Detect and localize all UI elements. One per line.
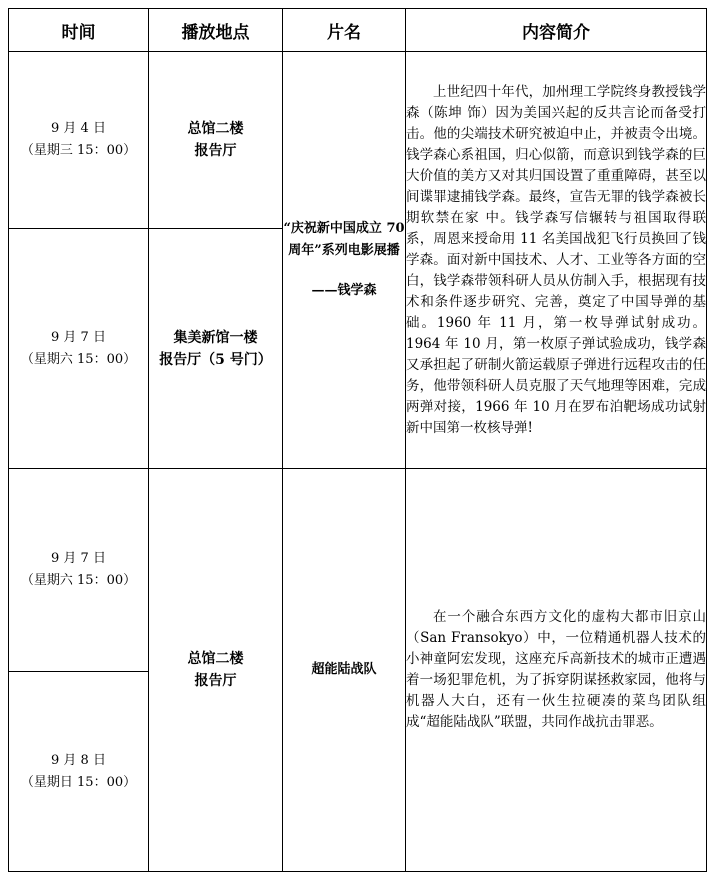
film-cell [283, 469, 406, 872]
synopsis-cell [406, 469, 707, 872]
session-date: 9 月 7 日 [51, 329, 106, 345]
session-date: 9 月 4 日 [51, 121, 106, 136]
header-film: 片名 [283, 9, 406, 52]
table-row [9, 52, 707, 229]
venue-line: 报告厅 [194, 673, 237, 689]
synopsis-text: 在一个融合东西方文化的虚构大都市旧京山（San Fransokyo）中，一位精通机器人技术的小神童阿宏发现，这座充斥高新技术的城市正遭遇着一场犯罪危机，为了拆穿阴谋拯救家园，他将与机器人大白，还有一伙生拉硬凑的菜鸟团队组成“超能陆战队”联盟，共同作战抗击罪恶。 [406, 609, 706, 730]
schedule-page [8, 8, 706, 870]
session-date: 9 月 8 日 [51, 752, 106, 768]
session-weekday-time: （星期六 15：00） [20, 351, 137, 367]
film-title: 超能陆战队 [311, 662, 377, 677]
venue-cell [149, 52, 283, 229]
header-venue: 播放地点 [149, 9, 283, 52]
session-weekday-time: （星期三 15：00） [20, 143, 137, 158]
film-cell [283, 52, 406, 469]
film-series: “庆祝新中国成立 70 周年”系列电影展播 [283, 221, 405, 258]
header-synopsis: 内容简介 [406, 9, 707, 52]
time-cell [9, 672, 149, 872]
header-time: 时间 [9, 9, 149, 52]
header-row [9, 9, 707, 52]
time-cell [9, 52, 149, 229]
venue-cell [149, 229, 283, 469]
table-row [9, 469, 707, 672]
film-title: ——钱学森 [311, 283, 377, 298]
session-date: 9 月 7 日 [51, 551, 106, 566]
synopsis-text: 上世纪四十年代，加州理工学院终身教授钱学森（陈坤 饰）因为美国兴起的反共言论而备受打击。他的尖端技术研究被迫中止，并被责令出境。钱学森心系祖国，归心似箭，而意识到钱学森的巨大价值的美方又对其归国设置了重重障碍，甚至以间谍罪逮捕钱学森。最终，宣告无罪的钱学森被长期软禁在家 中。钱学森写信辗转与祖国取得联系，周恩来授命用 11 名美国战犯飞行员换回了钱学森。面对新中国技术、人才、工业等各方面的空白，钱学森带领科研人员从仿制入手，根据现有技术和条件逐步研究、完善，奠定了中国导弹的基础。1960 年 11 月，第一枚导弹试射成功。1964 年 10 月，第一枚原子弹试验成功，钱学森又承担起了研制火箭运载原子弹进行远程攻击的任务，他带领科研人员克服了天气地理等困难，完成两弹对接，1966 年 10 月在罗布泊靶场成功试射新中国第一枚核导弹! [406, 83, 706, 436]
venue-cell [149, 469, 283, 872]
film-schedule-table [8, 8, 707, 872]
synopsis-cell [406, 52, 707, 469]
venue-line: 集美新馆一楼 [173, 329, 258, 346]
session-weekday-time: （星期六 15：00） [20, 573, 137, 588]
session-weekday-time: （星期日 15：00） [20, 774, 137, 790]
venue-line: 报告厅（5 号门） [159, 351, 272, 368]
venue-line: 总馆二楼 [187, 651, 244, 667]
venue-line: 报告厅 [194, 143, 237, 159]
venue-line: 总馆二楼 [187, 121, 244, 137]
time-cell [9, 229, 149, 469]
time-cell [9, 469, 149, 672]
